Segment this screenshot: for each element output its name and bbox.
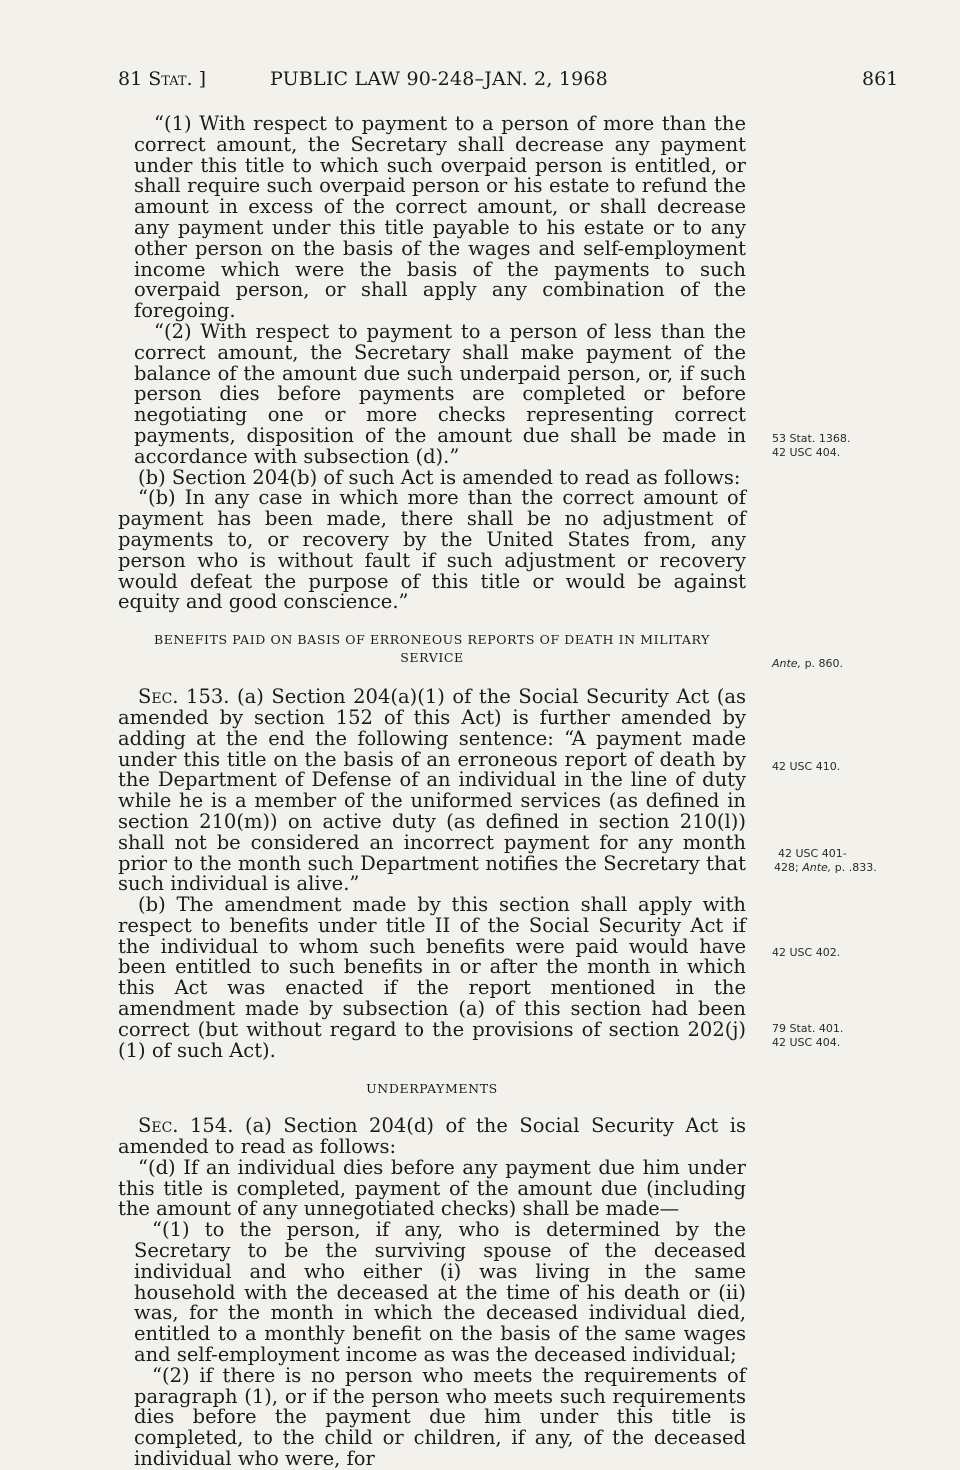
section-label-154: Sec. 154. xyxy=(138,1114,234,1138)
margin-note-ante-860 xyxy=(772,657,843,671)
page-header xyxy=(0,68,960,98)
margin-note-line: 42 USC 404. xyxy=(772,446,841,459)
paragraph-sec-154a xyxy=(118,1116,746,1158)
margin-note-42-usc-401 xyxy=(774,847,877,875)
paragraph-sec-153a-text: (a) Section 204(a)(1) of the Social Security Act (as amended by section 152 of this Act) is further amended by adding at the end the following sentence: “A payment made under this title on the basis of an erroneous report of death by the Department of Defense of an individual in the line of duty while he is a member of the uniformed services (as defined in section 210(m)) on active duty (as defined in section 210(l)) shall not be considered an incorrect payment for any month prior to the month such Department notifies the Secretary that such individual is alive.” xyxy=(118,685,747,896)
section-heading-underpayments: UNDERPAYMENTS xyxy=(366,1081,498,1097)
paragraph-underpayment: “(2) With respect to payment to a person of less than the correct amount, the Secretary shall make payment of the balance of the amount due such underpaid person, or, if such person dies before payments are completed or before negotiating one or more checks representing correct payments, disposition of the amount due shall be made in accordance with subsection (d).” xyxy=(134,319,746,468)
paragraph-adjustment-recovery: “(b) In any case in which more than the correct amount of payment has been made, there shall be no adjustment of payments to, or recovery by the United States from, any person who is without fault if such adjustment or recovery would defeat the purpose of this title or would be against equity and good conscience.” xyxy=(118,486,746,614)
paragraph-section-204b: (b) Section 204(b) of such Act is amended to read as follows: xyxy=(138,465,741,489)
margin-note-53-stat xyxy=(772,432,850,460)
paragraph-sec-154a-text: (a) Section 204(d) of the Social Security Act is amended to read as follows: xyxy=(118,1114,746,1159)
paragraph-children: “(2) if there is no person who meets the requirements of paragraph (1), or if the person who meets such requirements dies before the payment due him under this title is completed, to the child or children, if any, of the deceased individual who were, for xyxy=(134,1363,746,1470)
margin-note-42-usc-402: 42 USC 402. xyxy=(772,946,841,959)
paragraph-surviving-spouse: “(1) to the person, if any, who is determined by the Secretary to be the surviving spouse of the deceased individual and who either (i) was living in the same household with the deceased at the time of his death or (ii) was, for the month in which the deceased individual died, entitled to a monthly benefit on the basis of the same wages and self-employment income as was the deceased individual; xyxy=(134,1218,746,1367)
margin-note-italic: Ante, xyxy=(772,657,802,670)
margin-note-42-usc-410: 42 USC 410. xyxy=(772,760,841,773)
paragraph-subsection-d: “(d) If an individual dies before any payment due him under this title is completed, payment of the amount due (including the amount of any unnegotiated checks) shall be made— xyxy=(118,1155,746,1221)
statute-reference: 81 Stat. ] xyxy=(118,68,207,90)
margin-note-text: p. 860. xyxy=(801,657,844,670)
paragraph-sec-153b: (b) The amendment made by this section shall apply with respect to benefits under title II of the Social Security Act if the individual to whom such benefits were paid would have been entitled to such benefits in or after the month in which this Act was enacted if the report mentioned in the amendment made by subsection (a) of this section had been correct (but without regard to the provisions of section 202(j)(1) of such Act). xyxy=(118,893,746,1062)
margin-note-79-stat xyxy=(772,1022,843,1050)
paragraph-overpayment: “(1) With respect to payment to a person of more than the correct amount, the Secretary shall decrease any payment under this title to which such overpaid person is entitled, or shall require such overpaid person or his estate to refund the amount in excess of the correct amount, or shall decrease any payment under this title payable to his estate or to any other person on the basis of the wages and self-employment income which were the basis of the payments to such overpaid person, or shall apply any combination of the foregoing. xyxy=(134,112,746,323)
margin-note-line: 42 USC 404. xyxy=(772,1036,841,1049)
margin-note-text: 428; xyxy=(774,861,803,874)
margin-note-italic: Ante, xyxy=(802,861,832,874)
page-number: 861 xyxy=(862,68,899,90)
paragraph-sec-153a xyxy=(118,687,746,895)
margin-note-text: p. .833. xyxy=(831,861,877,874)
running-title: PUBLIC LAW 90-248–JAN. 2, 1968 xyxy=(270,68,608,90)
margin-note-line: 79 Stat. 401. xyxy=(772,1022,844,1035)
section-heading-erroneous-reports: BENEFITS PAID ON BASIS OF ERRONEOUS REPORTS OF DEATH IN MILITARY SERVICE xyxy=(153,632,710,666)
section-label-153: Sec. 153. xyxy=(138,685,230,709)
margin-note-line: 53 Stat. 1368. xyxy=(772,432,851,445)
margin-note-line: 42 USC 401- xyxy=(778,847,847,860)
margin-note-line xyxy=(774,861,877,875)
body-text xyxy=(118,114,746,1470)
